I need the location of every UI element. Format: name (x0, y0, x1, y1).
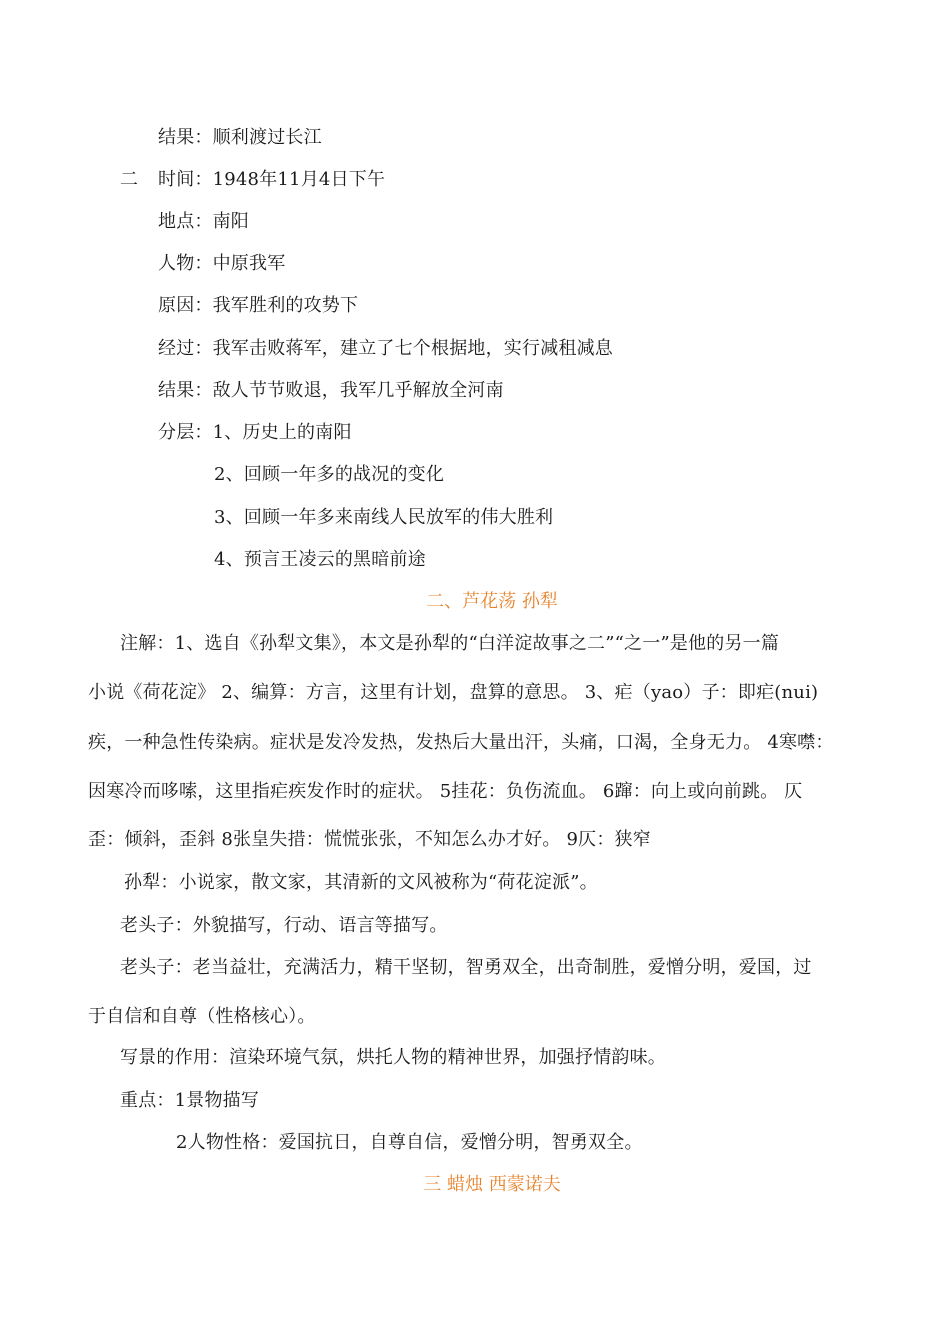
place-line: 地点：南阳 (158, 211, 249, 232)
lesson-heading: 二、芦花荡 孙犁 (426, 591, 558, 612)
process-line: 经过：我军击败蒋军，建立了七个根据地，实行减租减息 (158, 338, 613, 359)
note-line: 疾，一种急性传染病。症状是发冷发热，发热后大量出汗，头痛，口渴，全身无力。 4寒噤： (88, 732, 834, 753)
section-number: 二 (120, 169, 139, 190)
note-line: 因寒冷而哆嗦，这里指疟疾发作时的症状。 5挂花：负伤流血。 6蹿：向上或向前跳。 仄 (88, 781, 803, 802)
layer-item: 3、回顾一年多来南线人民放军的伟大胜利 (214, 507, 554, 528)
result-line: 结果：顺利渡过长江 (158, 127, 322, 148)
layer-item: 2、回顾一年多的战况的变化 (214, 464, 445, 485)
time-line: 时间：1948年11月4日下午 (158, 169, 386, 190)
oldman-char: 于自信和自尊（性格核心）。 (88, 1006, 316, 1027)
scenery-line: 写景的作用：渲染环境气氛，烘托人物的精神世界，加强抒情韵味。 (120, 1047, 666, 1068)
lesson-heading-3: 三 蜡烛 西蒙诺夫 (423, 1174, 561, 1195)
note-line: 小说《荷花淀》 2、编算：方言，这里有计划，盘算的意思。 3、疟（yao）子：即疟(nui) (88, 682, 819, 703)
oldman-desc: 老头子：外貌描写，行动、语言等描写。 (120, 915, 448, 936)
layer-item: 4、预言王凌云的黑暗前途 (214, 549, 426, 570)
keypoint-line: 重点：1景物描写 (120, 1090, 260, 1111)
note-line: 注解：1、选自《孙犁文集》，本文是孙犁的“白洋淀故事之二”“之一”是他的另一篇 (120, 633, 780, 654)
cause-line: 原因：我军胜利的攻势下 (158, 295, 359, 316)
result-line-2: 结果：敌人节节败退，我军几乎解放全河南 (158, 380, 504, 401)
layers-label: 分层：1、历史上的南阳 (158, 422, 352, 443)
note-line: 歪：倾斜，歪斜 8张皇失措：慌慌张张，不知怎么办才好。 9仄：狭窄 (88, 829, 651, 850)
oldman-char: 老头子：老当益壮，充满活力，精干坚韧，智勇双全，出奇制胜，爱憎分明，爱国，过 (120, 957, 812, 978)
keypoint-line: 2人物性格：爱国抗日，自尊自信，爱憎分明，智勇双全。 (176, 1132, 643, 1153)
people-line: 人物：中原我军 (158, 253, 286, 274)
author-line: 孙犁：小说家，散文家，其清新的文风被称为“荷花淀派”。 (124, 872, 598, 893)
